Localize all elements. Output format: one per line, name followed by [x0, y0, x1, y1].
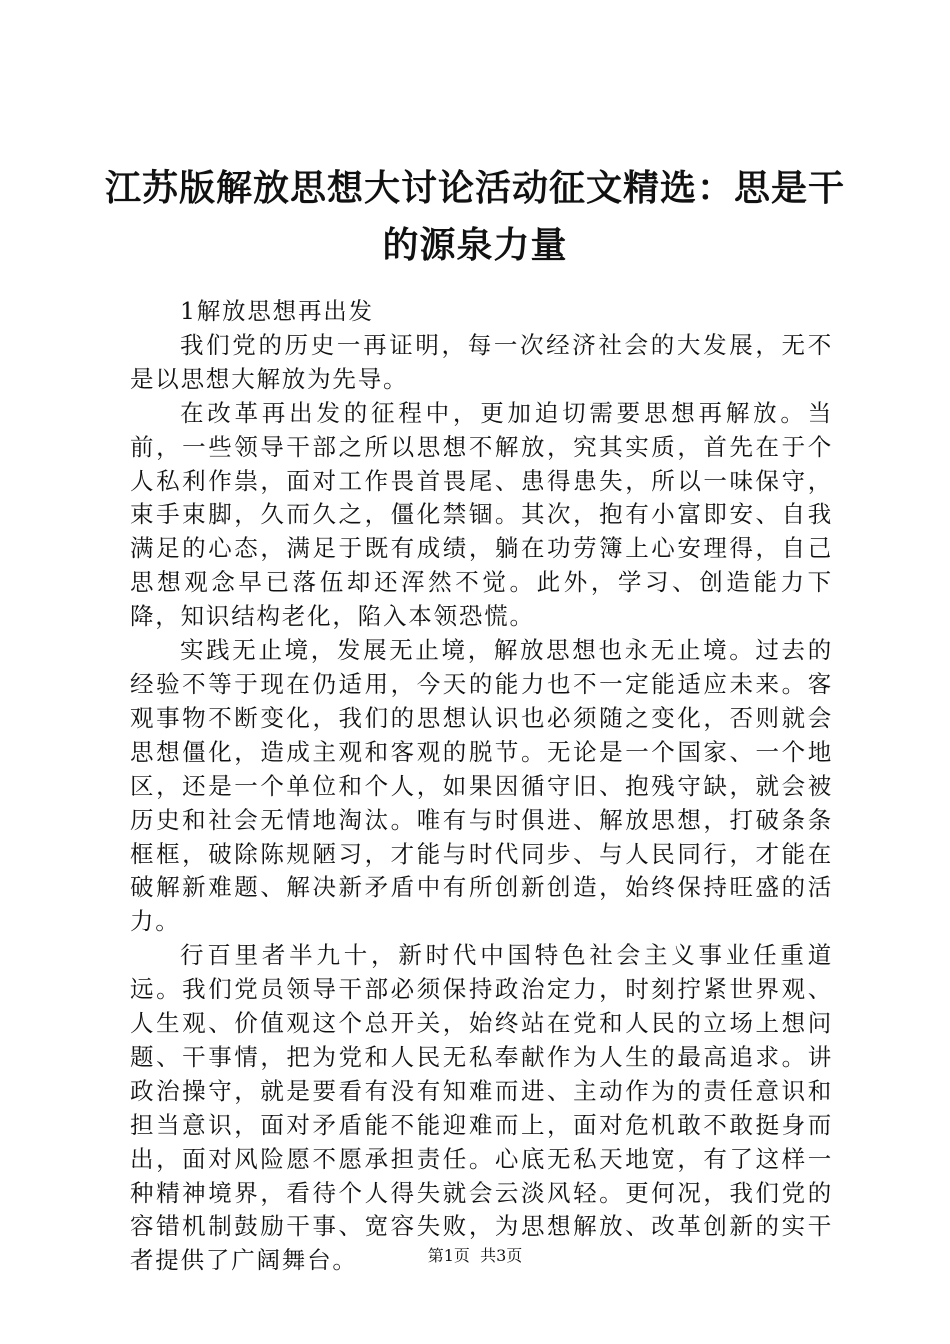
page-total: 共3页	[480, 1246, 523, 1265]
page-footer	[0, 1244, 950, 1268]
page-number: 第1页	[427, 1246, 470, 1265]
section-heading: 1解放思想再出发	[180, 297, 374, 325]
paragraph: 实践无止境，发展无止境，解放思想也永无止境。过去的经验不等于现在仍适用，今天的能力也不一定能适应未来。客观事物不断变化，我们的思想认识也必须随之变化，否则就会思想僵化，造成主观和客观的脱节。无论是一个国家、一个地区，还是一个单位和个人，如果因循守旧、抱残守缺，就会被历史和社会无情地淘汰。唯有与时俱进、解放思想，打破条条框框，破除陈规陋习，才能与时代同步、与人民同行，才能在破解新难题、解决新矛盾中有所创新创造，始终保持旺盛的活力。	[130, 636, 833, 936]
paragraph: 行百里者半九十，新时代中国特色社会主义事业任重道远。我们党员领导干部必须保持政治定力，时刻拧紧世界观、人生观、价值观这个总开关，始终站在党和人民的立场上想问题、干事情，把为党和人民无私奉献作为人生的最高追求。讲政治操守，就是要看有没有知难而进、主动作为的责任意识和担当意识，面对矛盾能不能迎难而上，面对危机敢不敢挺身而出，面对风险愿不愿承担责任。心底无私天地宽，有了这样一种精神境界，看待个人得失就会云淡风轻。更何况，我们党的容错机制鼓励干事、宽容失败，为思想解放、改革创新的实干者提供了广阔舞台。	[130, 941, 833, 1275]
paragraph: 我们党的历史一再证明，每一次经济社会的大发展，无不是以思想大解放为先导。	[130, 330, 833, 393]
document-title: 江苏版解放思想大讨论活动征文精选：思是干的源泉力量	[104, 167, 845, 266]
paragraph: 在改革再出发的征程中，更加迫切需要思想再解放。当前，一些领导干部之所以思想不解放，究其实质，首先在于个人私利作祟，面对工作畏首畏尾、患得患失，所以一味保守，束手束脚，久而久之，僵化禁锢。其次，抱有小富即安、自我满足的心态，满足于既有成绩，躺在功劳簿上心安理得，自己思想观念早已落伍却还浑然不觉。此外，学习、创造能力下降，知识结构老化，陷入本领恐慌。	[130, 398, 833, 631]
document-body	[130, 295, 833, 1278]
